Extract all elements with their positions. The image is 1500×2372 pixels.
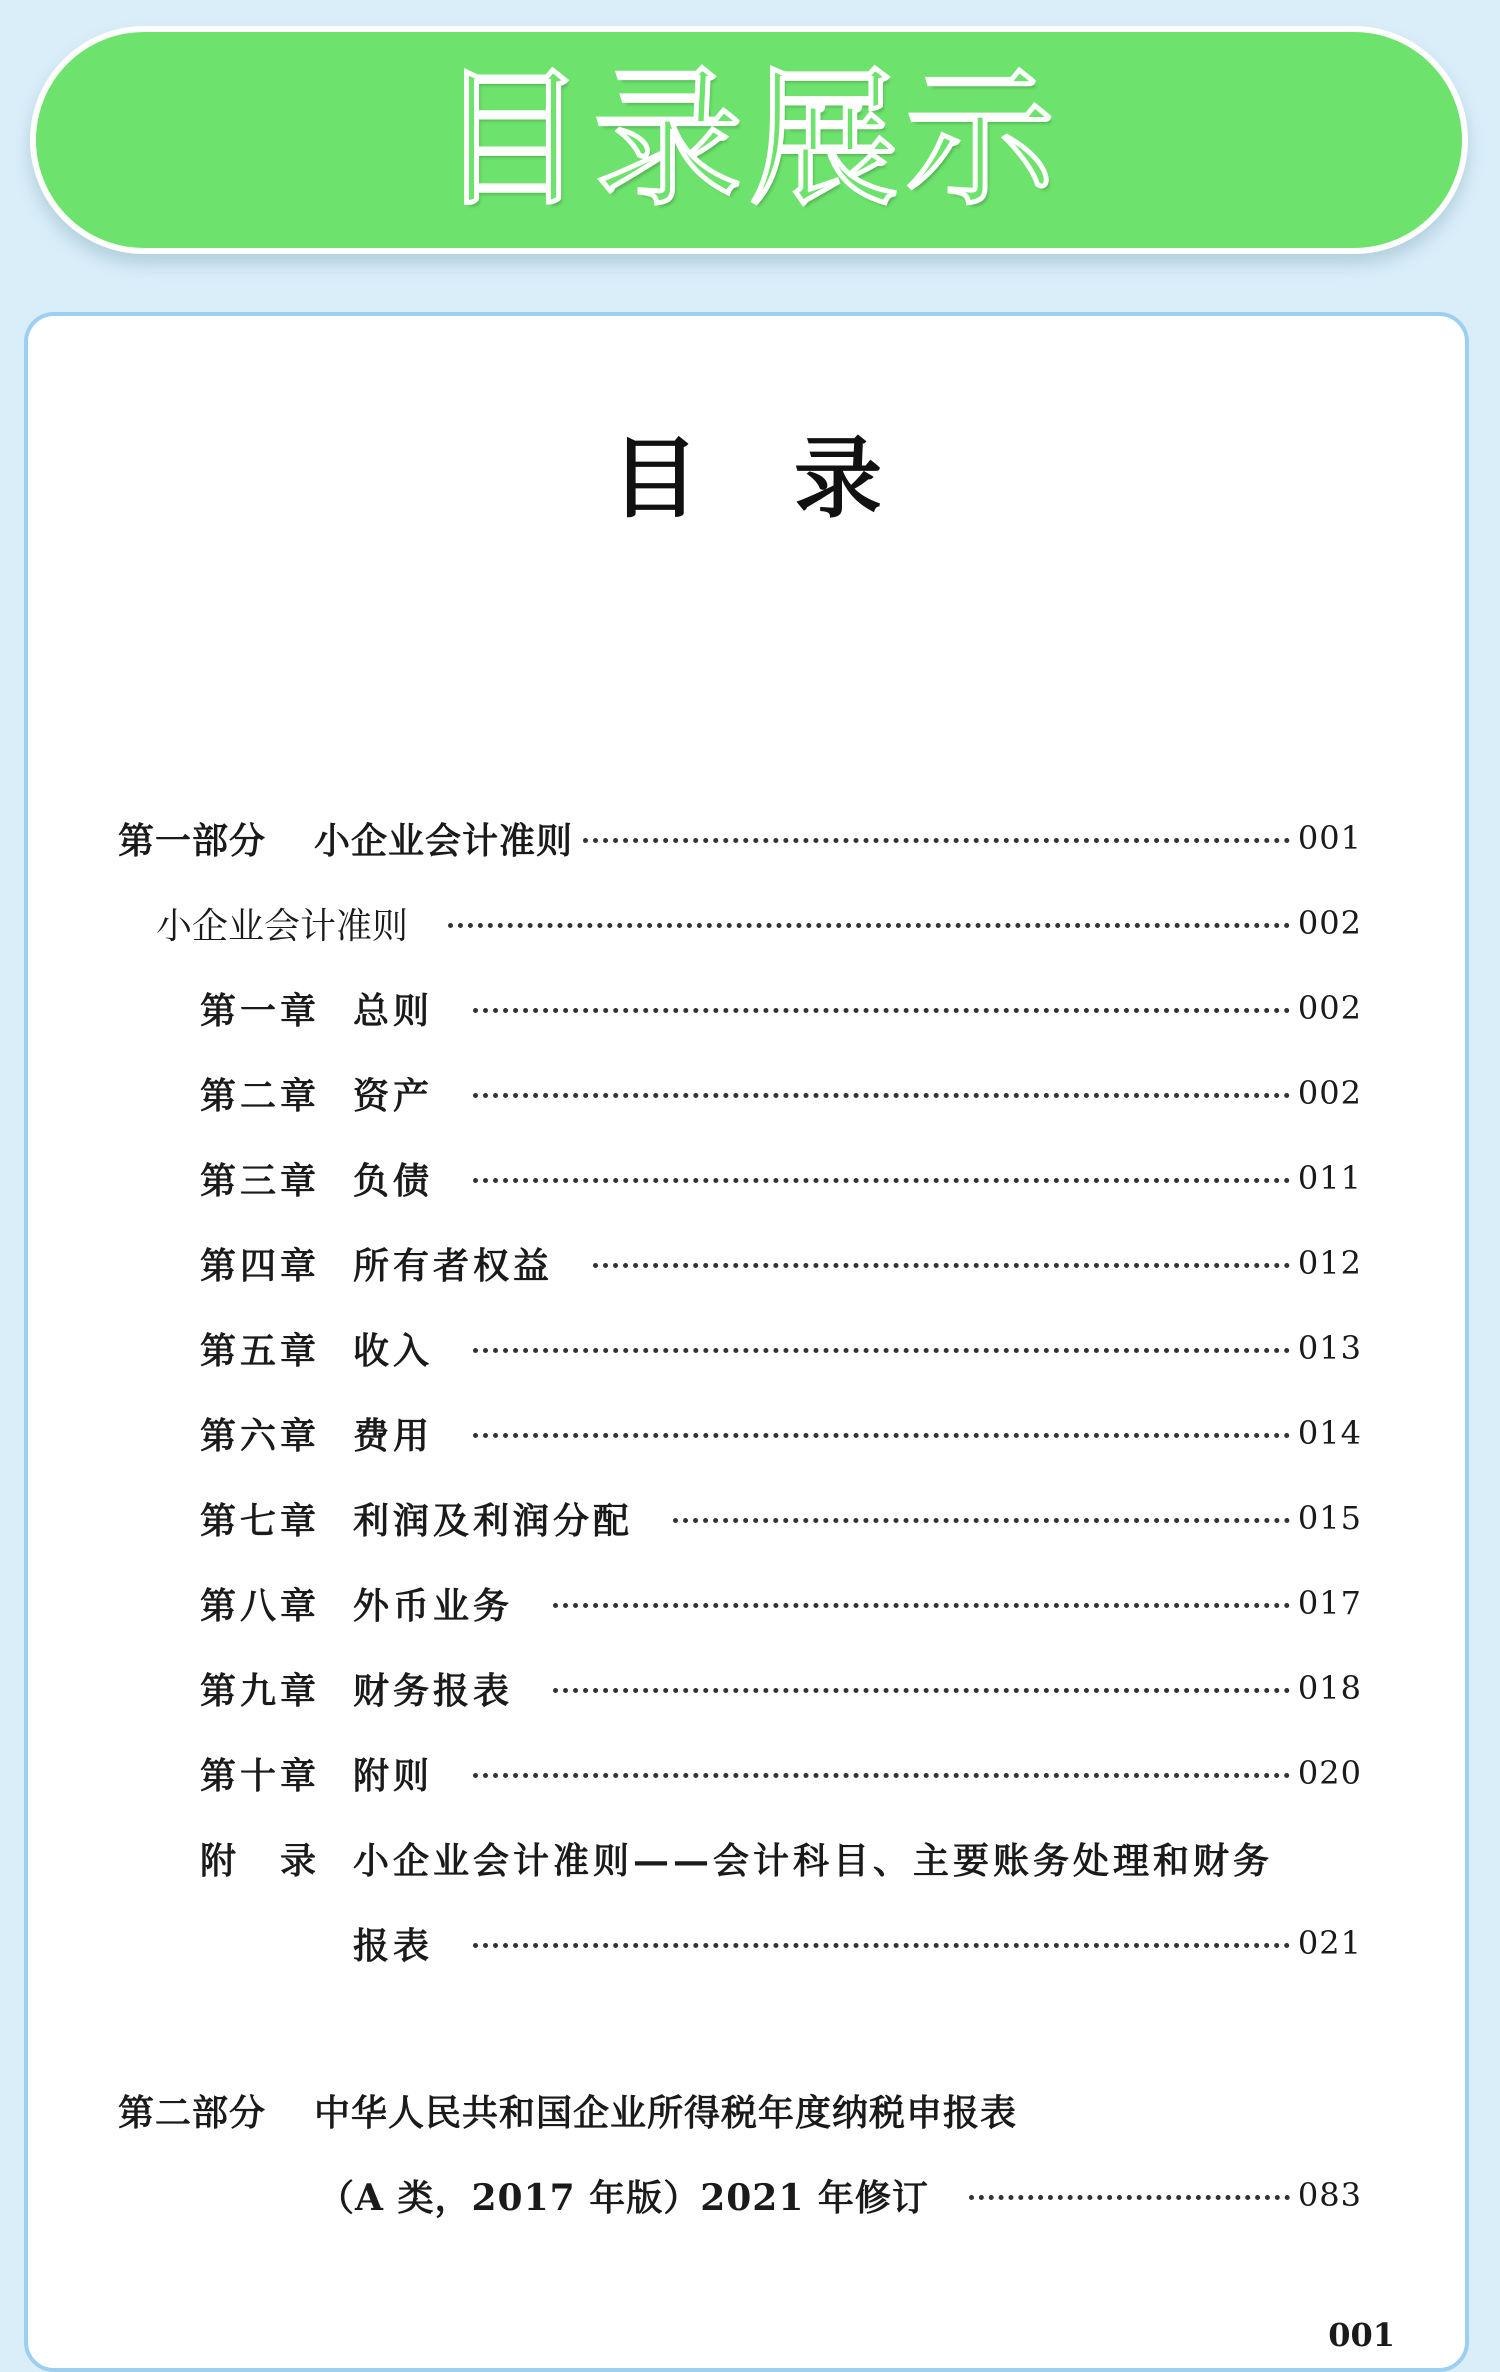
dot-leader — [553, 1603, 1290, 1608]
chapter-number: 第三章 — [200, 1159, 321, 1202]
chapter-title: 外币业务 — [353, 1584, 514, 1627]
dot-leader — [553, 1688, 1290, 1693]
chapter-title: 所有者权益 — [353, 1244, 554, 1287]
toc-entry-chapter — [200, 1150, 1362, 1206]
banner-title: 目录展示 — [436, 53, 1061, 227]
toc-entry-chapter — [200, 1575, 1362, 1631]
page-number: 015 — [1297, 1499, 1362, 1537]
chapter-number: 第八章 — [200, 1584, 321, 1627]
dot-leader — [473, 1008, 1290, 1013]
page-number: 018 — [1297, 1669, 1362, 1707]
chapter-number: 第二章 — [200, 1074, 321, 1117]
page-number: 017 — [1297, 1584, 1362, 1622]
page-number: 021 — [1297, 1924, 1362, 1962]
dot-leader — [593, 1263, 1290, 1268]
toc-entry-chapter — [200, 1065, 1362, 1121]
page-number: 002 — [1297, 904, 1362, 942]
page-number: 014 — [1297, 1414, 1362, 1452]
dot-leader — [473, 1178, 1290, 1183]
toc-entry-chapter — [200, 1405, 1362, 1461]
dot-leader — [673, 1518, 1290, 1523]
toc-title-left: 目 — [610, 426, 699, 530]
part-number: 第一部分 — [118, 819, 267, 862]
toc-entry-part2 — [118, 2082, 1362, 2138]
dot-leader — [473, 1943, 1290, 1948]
appendix-title-cont: 报表 — [353, 1924, 434, 1967]
chapter-number: 第十章 — [200, 1754, 321, 1797]
toc-entry-appendix — [200, 1830, 1362, 1886]
toc-page — [24, 312, 1469, 2372]
toc-entry-part2-cont — [318, 2167, 1362, 2223]
toc-title — [28, 426, 1465, 530]
chapter-number: 第九章 — [200, 1669, 321, 1712]
dot-leader — [448, 923, 1290, 928]
page-number: 001 — [1297, 819, 1362, 857]
chapter-number: 第一章 — [200, 989, 321, 1032]
page-number: 002 — [1297, 1074, 1362, 1112]
chapter-title: 资产 — [353, 1074, 434, 1117]
section-title: 小企业会计准则 — [156, 905, 409, 947]
part-title-cont: （A 类，2017 年版）2021 年修订 — [318, 2176, 929, 2219]
page-number: 011 — [1297, 1159, 1362, 1197]
part-number: 第二部分 — [118, 2091, 267, 2134]
toc-entry-part1 — [118, 810, 1362, 866]
toc-entry-chapter — [200, 1235, 1362, 1291]
chapter-number: 第四章 — [200, 1244, 321, 1287]
part-title: 中华人民共和国企业所得税年度纳税申报表 — [314, 2091, 1018, 2134]
page-number: 002 — [1297, 989, 1362, 1027]
toc-entry-chapter — [200, 1660, 1362, 1716]
dot-leader — [583, 838, 1290, 843]
dot-leader — [473, 1348, 1290, 1353]
dot-leader — [969, 2195, 1290, 2200]
part-title: 小企业会计准则 — [314, 819, 574, 862]
toc-entry-chapter — [200, 1745, 1362, 1801]
appendix-number: 附 录 — [200, 1839, 321, 1882]
chapter-title: 总则 — [353, 989, 434, 1032]
chapter-number: 第七章 — [200, 1499, 321, 1542]
toc-entry-chapter — [200, 980, 1362, 1036]
toc-entry-standard — [156, 895, 1362, 951]
chapter-title: 费用 — [353, 1414, 434, 1457]
chapter-title: 利润及利润分配 — [353, 1499, 634, 1542]
dot-leader — [473, 1433, 1290, 1438]
toc-entry-chapter — [200, 1490, 1362, 1546]
page-number: 083 — [1297, 2176, 1362, 2214]
chapter-number: 第六章 — [200, 1414, 321, 1457]
toc-entry-appendix-cont — [353, 1915, 1362, 1971]
footer-page-number: 001 — [1328, 2316, 1395, 2354]
page-number: 020 — [1297, 1754, 1362, 1792]
chapter-number: 第五章 — [200, 1329, 321, 1372]
dot-leader — [473, 1093, 1290, 1098]
header-banner — [30, 26, 1468, 254]
toc-title-right: 录 — [794, 426, 883, 530]
page-number: 013 — [1297, 1329, 1362, 1367]
page-number: 012 — [1297, 1244, 1362, 1282]
chapter-title: 财务报表 — [353, 1669, 514, 1712]
toc-entry-chapter — [200, 1320, 1362, 1376]
chapter-title: 附则 — [353, 1754, 434, 1797]
chapter-title: 负债 — [353, 1159, 434, 1202]
appendix-title: 小企业会计准则——会计科目、主要账务处理和财务 — [353, 1839, 1274, 1882]
dot-leader — [473, 1773, 1290, 1778]
chapter-title: 收入 — [353, 1329, 434, 1372]
